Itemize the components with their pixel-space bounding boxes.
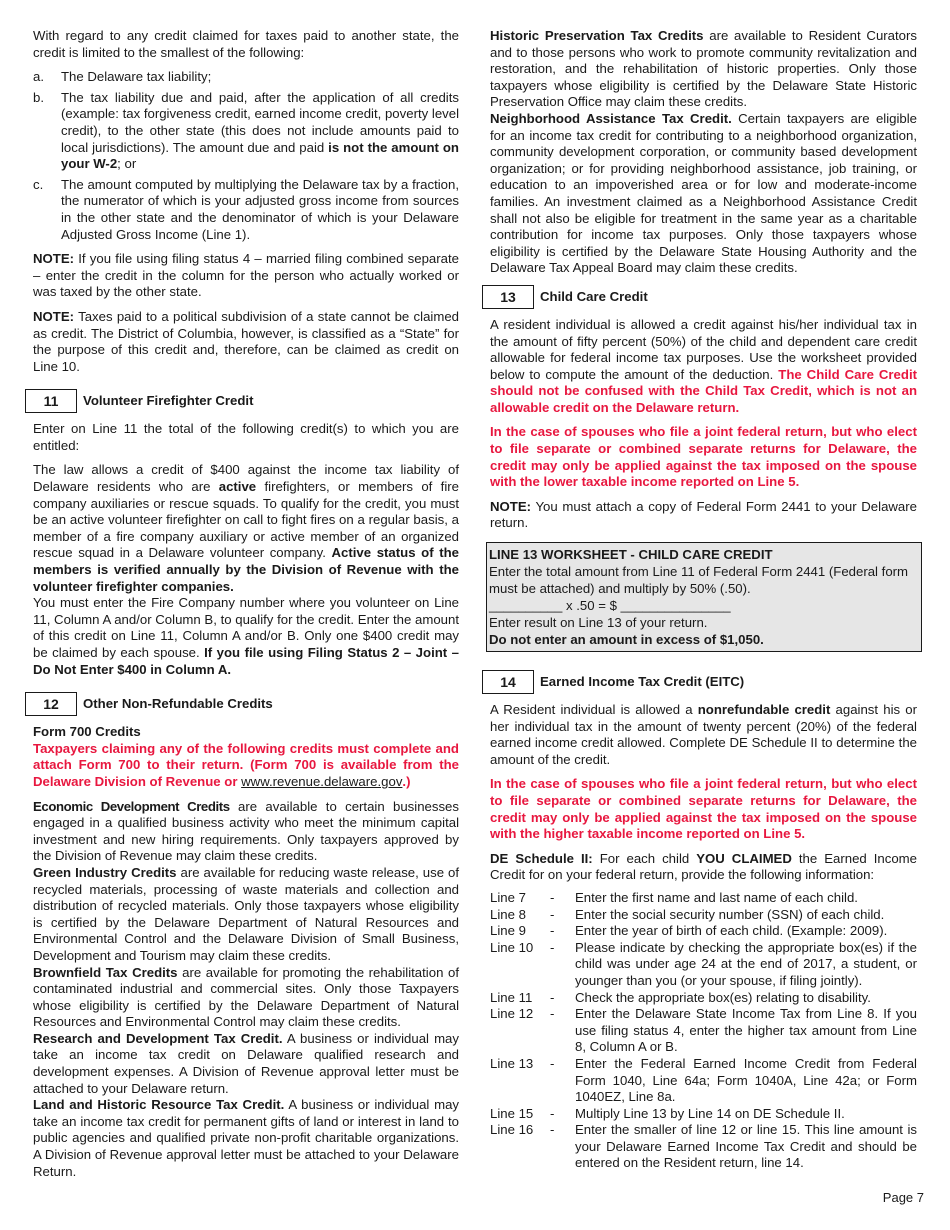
worksheet-title: LINE 13 WORKSHEET - CHILD CARE CREDIT: [489, 547, 773, 563]
paragraph: Green Industry Credits are available for reducing waste release, use of recycled materials, processing of waste materials and collection and distribution of recycled materials. Only those taxpayers whose eligibility is certified by the Delaware Department of Natural Resources and Environmental Control and the Delaware Division of Small Business, Development and Tourism may claim these credits.: [33, 864, 459, 963]
limit-list: [33, 69, 459, 243]
section-14-header: [482, 670, 917, 694]
list-item: Line 8 - Enter the social security number (SSN) of each child.: [490, 906, 885, 922]
section-title: Volunteer Firefighter Credit: [83, 392, 254, 408]
paragraph: Land and Historic Resource Tax Credit. A business or individual may take an income tax credit for permanent gifts of land or interest in land to public agencies and qualified private non-profit charitable organizations. A Division of Revenue approval letter must be attached to your Delaware Return.: [33, 1097, 459, 1179]
list-item: c. The amount computed by multiplying the Delaware tax by a fraction, the numerator of which is your adjusted gross income from sources in the other state and the denominator of which is your Delaware Adjusted Gross Income (Line 1).: [33, 176, 459, 242]
form700-heading: Form 700 Credits: [33, 724, 141, 740]
paragraph: Brownfield Tax Credits are available for promoting the rehabilitation of contaminated industrial and commercial sites. Only those Taxpayers whose eligibility is certified by the Delaware Department of Natural Resources and Environmental Control may claim these credits.: [33, 964, 460, 1030]
section-title: Child Care Credit: [540, 288, 648, 304]
paragraph: Neighborhood Assistance Tax Credit. Certain taxpayers are eligible for an income tax credit for contributing to a neighborhood organization, community development corporation, or community based development organization; or for providing neighborhood assistance, job training, or education to an impoverished area or for low and moderate-income families. An investment claimed as a Neighborhood Assistance Credit shall not also be eligible for treatment in the same year as a charitable contribution for income tax purposes. Only those taxpayers whose eligibility is certified by the Delaware State Housing Authority and the Delaware Tax Appeal Board may claim these credits.: [490, 110, 918, 276]
paragraph: DE Schedule II: For each child YOU CLAIMED the Earned Income Credit for on your federal return, provide the following information:: [490, 850, 917, 883]
paragraph: The law allows a credit of $400 against the income tax liability of Delaware residents who are active firefighters, or members of fire company auxiliaries or rescue squads. To qualify for the credit, you must be an active volunteer firefighter on call to fight fires on a regular basis, a member of a fire company auxiliary or active member of an organized rescue squad in a Delaware volunteer company. Active status of the members is verified annually by the Division of Revenue with the volunteer firefighter companies.: [33, 462, 459, 594]
line-number-box: 12: [25, 692, 77, 716]
paragraph: Research and Development Tax Credit. A business or individual may take an income tax credit on Delaware qualified research and development expenses. A Division of Revenue approval letter must be attached to your Delaware return.: [33, 1030, 459, 1096]
child-care-worksheet: LINE 13 WORKSHEET - CHILD CARE CREDIT Enter the total amount from Line 11 of Federal Form 2441 (Federal form must be attached) and multiply by 50% (.50). __________ x .50 = $ _______________ Enter result on Line 13 of your return. Do not enter an amount in excess of $1,050.: [486, 542, 922, 652]
paragraph: Enter on Line 11 the total of the following credit(s) to which you are entitled:: [33, 421, 459, 453]
spouse-notice: In the case of spouses who file a joint federal return, but who elect to file separate or combined separate returns for Delaware, the credit may only be applied against the tax imposed on the spouse with the lower taxable income reported on Line 5.: [490, 424, 917, 490]
line-number-box: 14: [482, 670, 534, 694]
paragraph: Economic Development Credits are available to certain businesses engaged in a qualified business activity who meet the minimum capital investment and new hiring requirements. Only taxpayers approved by the Division of Revenue may claim these credits.: [33, 798, 459, 864]
list-item: Line 12 - Enter the Delaware State Income Tax from Line 8. If you use filing status 4, enter the higher tax amount from Line 8, Column A or B.: [490, 1006, 917, 1055]
list-item: Line 10 - Please indicate by checking the appropriate box(es) if the child was under age 24 at the end of 2017, a student, or younger than you (or your spouse, if filing jointly).: [490, 939, 917, 988]
section-13-header: [482, 285, 917, 309]
list-item: Line 7 - Enter the first name and last name of each child.: [490, 889, 858, 905]
list-item: a. The Delaware tax liability;: [33, 69, 212, 85]
schedule-lines: [490, 890, 917, 1172]
left-column: [33, 28, 459, 1180]
list-item: Line 9 - Enter the year of birth of each child. (Example: 2009).: [490, 923, 888, 939]
list-item: Line 16 - Enter the smaller of line 12 or line 15. This line amount is your Delaware Earned Income Tax Credit and should be entered on the Resident return, line 14.: [490, 1122, 917, 1171]
note: NOTE: You must attach a copy of Federal Form 2441 to your Delaware return.: [490, 498, 917, 531]
line-number-box: 11: [25, 389, 77, 413]
spouse-notice: In the case of spouses who file a joint federal return, but who elect to file separate or combined separate returns for Delaware, the credit may only be applied against the tax imposed on the spouse with the higher taxable income reported on Line 5.: [490, 776, 917, 842]
intro-text: With regard to any credit claimed for taxes paid to another state, the credit is limited to the smallest of the following:: [33, 28, 459, 60]
note-filing-status: NOTE: If you file using filing status 4 – married filing combined separate – enter the credit in the column for the person who actually worked or was taxed by the other state.: [33, 251, 459, 300]
note-political-subdivision: NOTE: Taxes paid to a political subdivision of a state cannot be claimed as credit. The District of Columbia, however, is classified as a “State” for the purpose of this credit and, therefore, can be claimed as credit on Line 10.: [33, 308, 459, 374]
line-number-box: 13: [482, 285, 534, 309]
paragraph: A resident individual is allowed a credit against his/her individual tax in the amount of fifty percent (50%) of the child and dependent care credit allowable for federal income tax purposes. Use the worksheet provided below to compute the amount of the deduction. The Child Care Credit should not be confused with the Child Tax Credit, which is not an allowable credit on the Delaware return.: [490, 316, 917, 415]
paragraph: You must enter the Fire Company number where you volunteer on Line 11, Column A and/or Column B, to qualify for the credit. Enter the amount of this credit on Line 11, Column A and/or B. Only one $400 credit may be claimed by each spouse. If you file using Filing Status 2 – Joint – Do Not Enter $400 in Column A.: [33, 595, 459, 677]
list-item: Line 11 - Check the appropriate box(es) relating to disability.: [490, 989, 871, 1005]
worksheet-calc-line: __________ x .50 = $ _______________: [489, 598, 731, 614]
page-number: Page 7: [882, 1190, 924, 1205]
list-item: b. The tax liability due and paid, after the application of all credits (example: tax forgiveness credit, earned income credit, poverty level credit), to the other state (this does not include amounts paid to local jurisdictions). The amount due and paid is not the amount on your W-2; or: [33, 89, 460, 172]
section-title: Earned Income Tax Credit (EITC): [540, 673, 745, 689]
form700-notice: Taxpayers claiming any of the following credits must complete and attach Form 700 to their return. (Form 700 is available from the Delaware Division of Revenue or www.revenue.delaware.gov.): [33, 740, 459, 789]
section-title: Other Non-Refundable Credits: [83, 695, 273, 711]
paragraph: A Resident individual is allowed a nonrefundable credit against his or her individual tax in the amount of twenty percent (20%) of the federal earned income credit allowed. Complete DE Schedule II to determine the amount of the credit.: [490, 702, 917, 767]
section-12-header: [25, 692, 459, 716]
paragraph: Historic Preservation Tax Credits are available to Resident Curators and to those persons who work to promote community revitalization and restoration, and the rehabilitation of historic properties. Only those taxpayers whose eligibility is certified by the Delaware State Historic Preservation Office may claim these credits.: [490, 28, 917, 110]
revenue-website-link[interactable]: www.revenue.delaware.gov: [241, 773, 403, 789]
right-column: [490, 28, 917, 1172]
section-11-header: [25, 389, 459, 413]
list-item: Line 13 - Enter the Federal Earned Income Credit from Federal Form 1040, Line 64a; Form 1040A, Line 42a; or Form 1040EZ, Line 8a.: [490, 1055, 917, 1105]
list-item: Line 15 - Multiply Line 13 by Line 14 on DE Schedule II.: [490, 1105, 845, 1121]
